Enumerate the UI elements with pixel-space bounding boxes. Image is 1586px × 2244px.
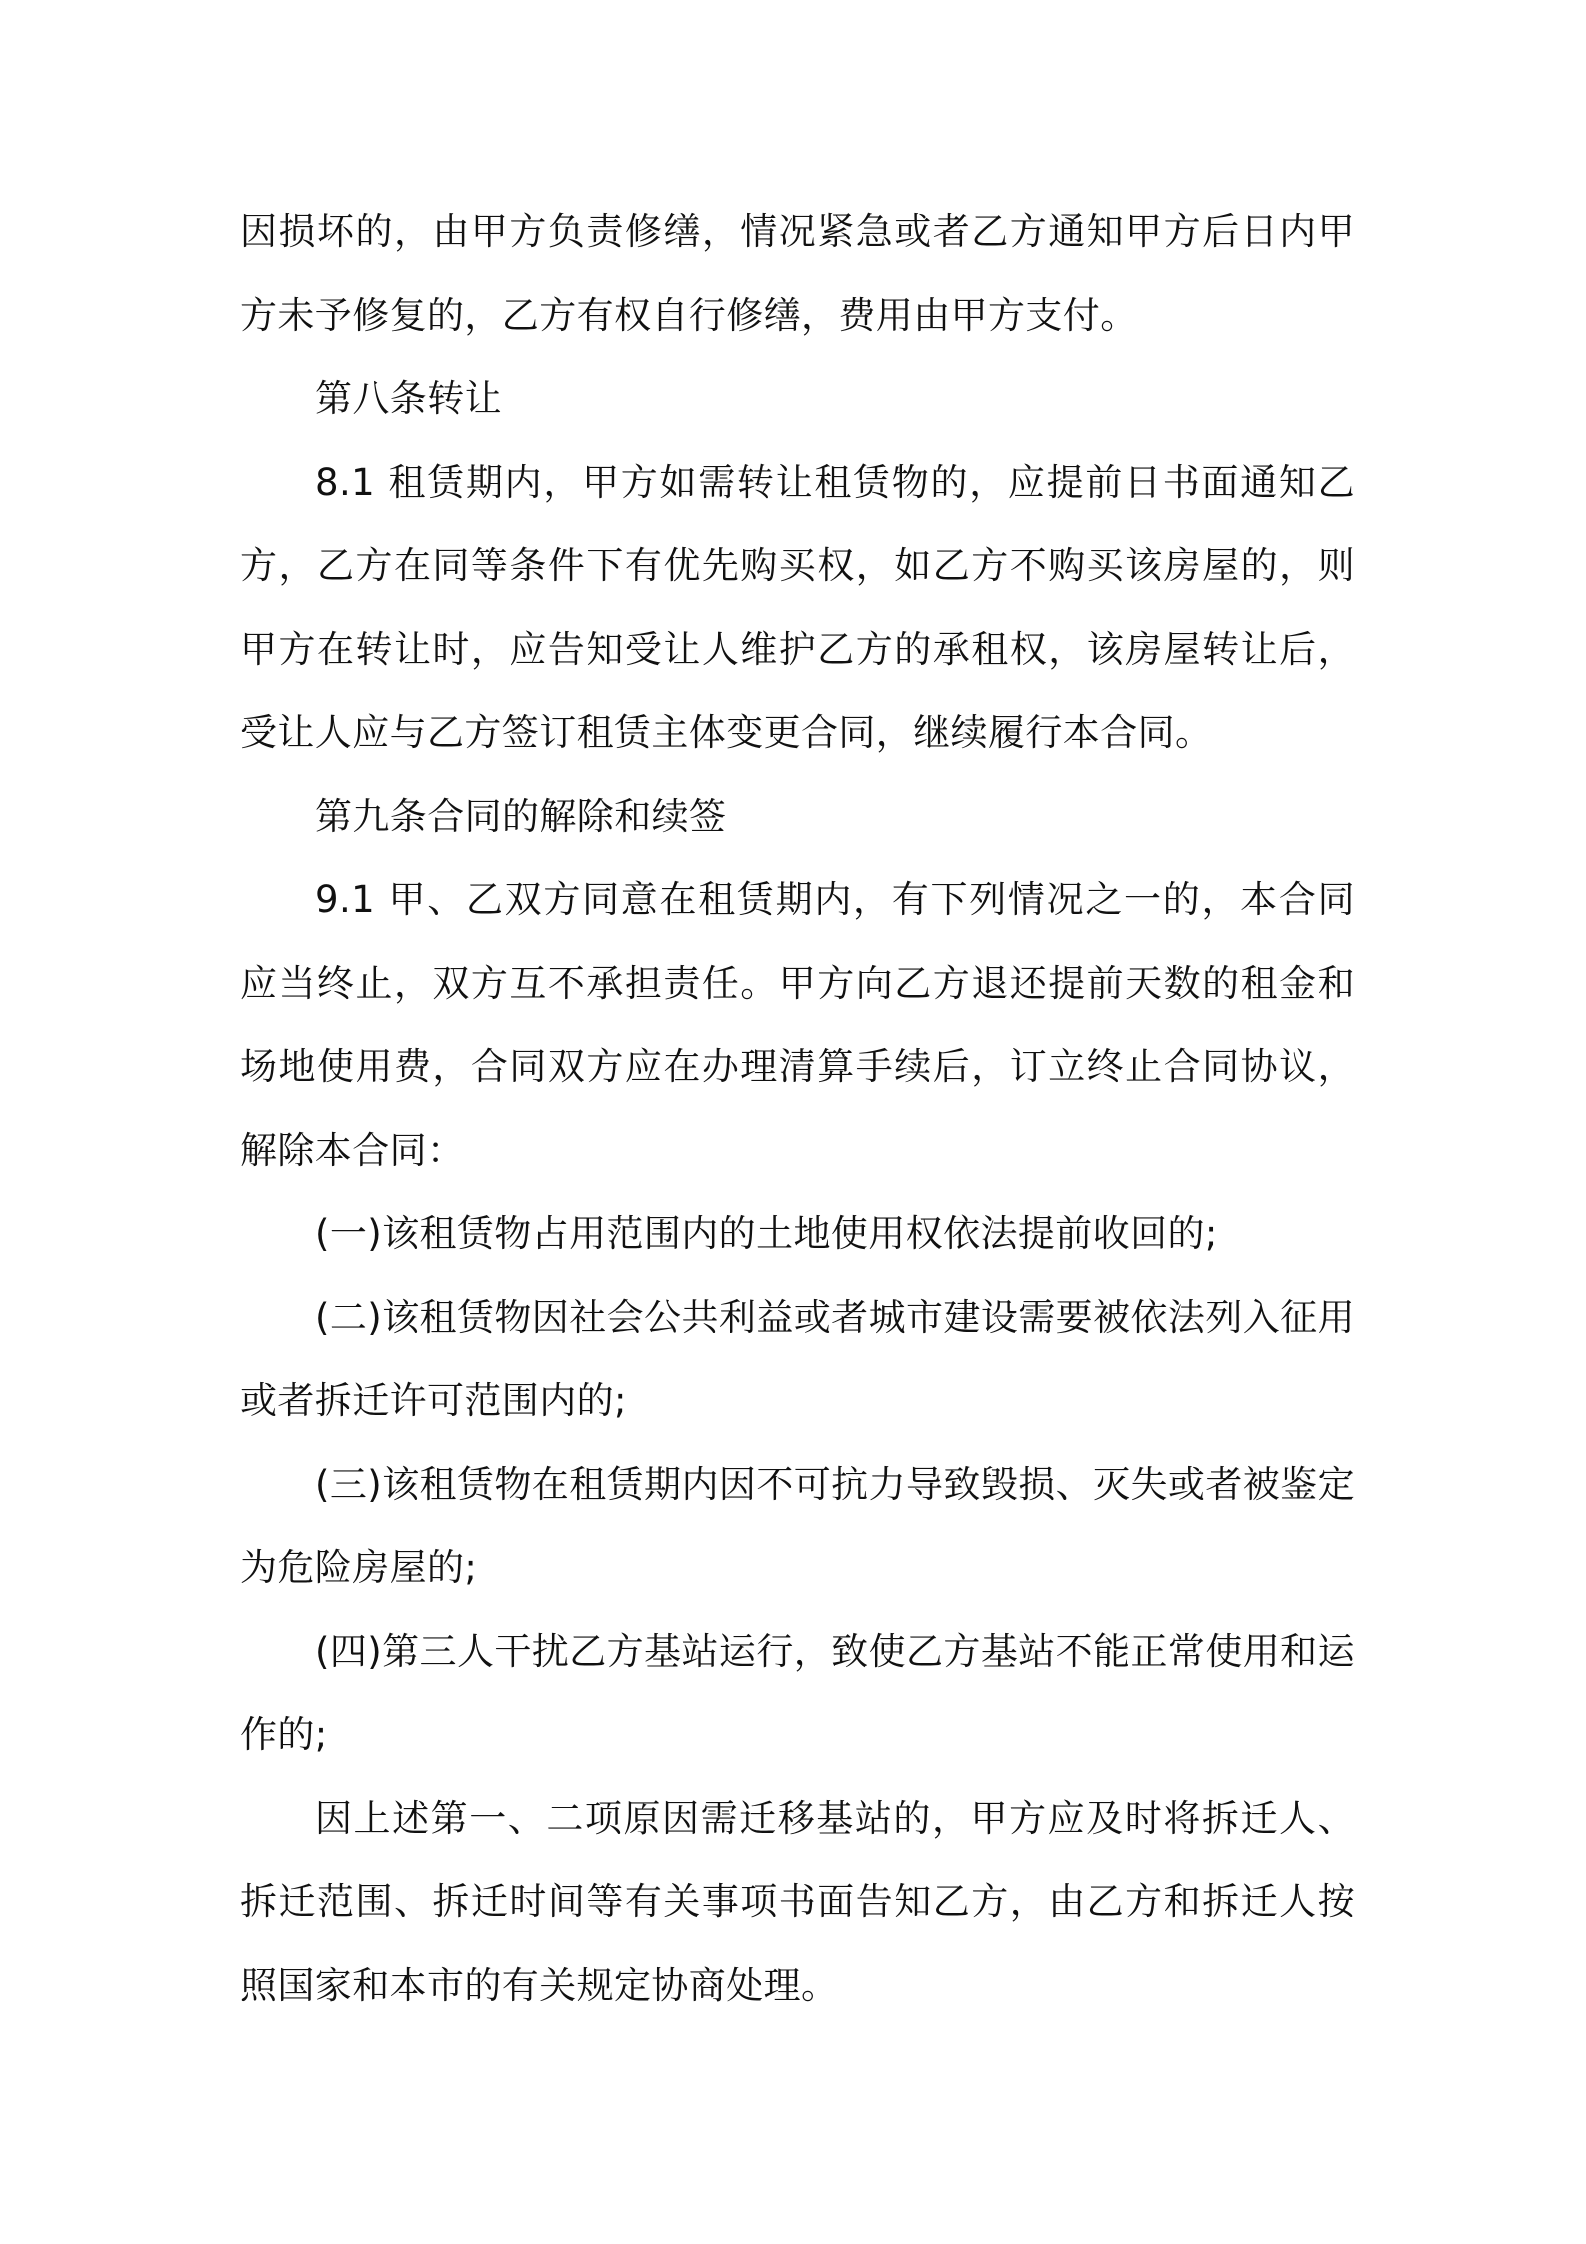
clause-8-1: 8.1 租赁期内，甲方如需转让租赁物的，应提前日书面通知乙方，乙方在同等条件下有优先购买权，如乙方不购买该房屋的，则甲方在转让时，应告知受让人维护乙方的承租权，该房屋转让后，受让人应与乙方签订租赁主体变更合同，继续履行本合同。 (240, 460, 1355, 754)
clause-9-1: 9.1 甲、乙双方同意在租赁期内，有下列情况之一的，本合同应当终止，双方互不承担责任。甲方向乙方退还提前天数的租金和场地使用费，合同双方应在办理清算手续后，订立终止合同协议，解除本合同： (240, 878, 1355, 1172)
list-item-3: (三)该租赁物在租赁期内因不可抗力导致毁损、灭失或者被鉴定为危险房屋的; (240, 1462, 1355, 1589)
relocation-clause: 因上述第一、二项原因需迁移基站的，甲方应及时将拆迁人、拆迁范围、拆迁时间等有关事项书面告知乙方，由乙方和拆迁人按照国家和本市的有关规定协商处理。 (240, 1796, 1355, 2007)
list-item-2: (二)该租赁物因社会公共利益或者城市建设需要被依法列入征用或者拆迁许可范围内的; (240, 1295, 1355, 1422)
paragraph-continuation: 因损坏的，由甲方负责修缮，情况紧急或者乙方通知甲方后日内甲方未予修复的，乙方有权自行修缮，费用由甲方支付。 (240, 210, 1355, 337)
list-item-1: (一)该租赁物占用范围内的土地使用权依法提前收回的; (315, 1212, 1218, 1255)
section-heading-article-9: 第九条合同的解除和续签 (315, 794, 727, 838)
document-body (240, 190, 1355, 2027)
list-item-4: (四)第三人干扰乙方基站运行，致使乙方基站不能正常使用和运作的; (240, 1629, 1355, 1756)
section-heading-article-8: 第八条转让 (315, 377, 502, 420)
